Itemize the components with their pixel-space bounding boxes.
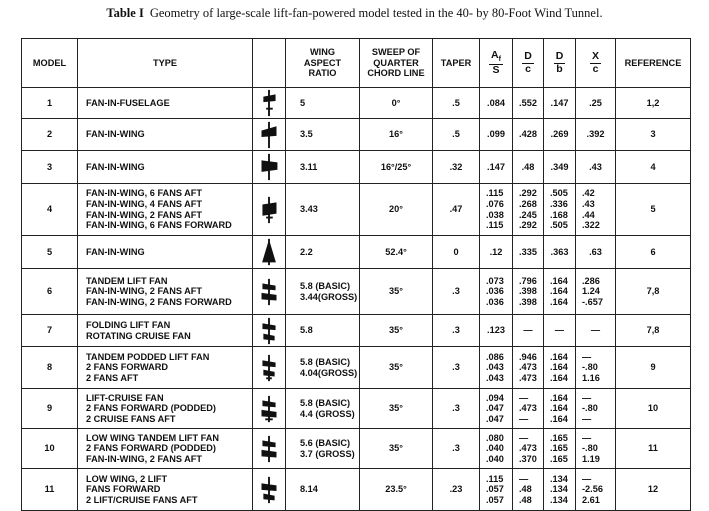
dc-value: .335 — [519, 246, 537, 257]
dc-value: .473 — [519, 403, 537, 414]
af-value: .115 — [486, 188, 504, 199]
db-value: .164 — [550, 372, 568, 383]
cell-type — [78, 269, 253, 315]
cell-type — [78, 347, 253, 389]
db-value: .505 — [550, 220, 568, 231]
table-row — [22, 119, 691, 151]
aircraft-planform-icon — [260, 88, 278, 118]
xc-value: .63 — [589, 246, 602, 257]
cell-db — [544, 184, 576, 236]
type-line: 2 FANS FORWARD (PODDED) — [86, 403, 216, 414]
cell-xc — [576, 151, 616, 184]
type-line: 2 CRUISE FANS AFT — [86, 413, 176, 424]
db-value: .349 — [550, 161, 569, 172]
af-value: .123 — [487, 325, 505, 336]
db-value: .134 — [550, 484, 568, 495]
cell-dc — [513, 184, 544, 236]
dc-value: .946 — [519, 351, 537, 362]
cell-planform-sketch — [253, 429, 286, 469]
cell-taper: .3 — [433, 429, 480, 469]
aircraft-planform-icon — [260, 237, 278, 267]
aircraft-planform-icon — [260, 353, 278, 383]
aircraft-planform-icon — [260, 120, 278, 150]
af-value: .115 — [486, 473, 504, 484]
cell-type — [78, 119, 253, 151]
header-sketch — [253, 39, 286, 88]
xc-value: 2.61 — [582, 494, 600, 505]
table-row — [22, 389, 691, 429]
cell-taper: 0 — [433, 236, 480, 269]
table-row — [22, 469, 691, 511]
header-reference: REFERENCE — [616, 39, 691, 88]
xc-value: — — [582, 432, 592, 443]
table-row — [22, 429, 691, 469]
db-value: .164 — [550, 351, 568, 362]
type-line: LOW WING TANDEM LIFT FAN — [86, 432, 220, 443]
cell-reference: 4 — [616, 151, 691, 184]
db-value: .134 — [550, 494, 568, 505]
xc-value: -.80 — [582, 403, 598, 414]
cell-type — [78, 184, 253, 236]
cell-dc — [513, 119, 544, 151]
table-caption-text: Geometry of large-scale lift-fan-powered model tested in the 40- by 80-Foot Wind Tunnel. — [149, 6, 603, 20]
cell-aspect-ratio — [286, 429, 360, 469]
aspect-line: 5 — [300, 97, 306, 108]
xc-value: .286 — [582, 275, 600, 286]
xc-value: — — [582, 351, 592, 362]
dc-value: .796 — [519, 275, 537, 286]
cell-dc — [513, 429, 544, 469]
cell-af — [480, 151, 513, 184]
cell-taper: .3 — [433, 389, 480, 429]
cell-taper: .32 — [433, 151, 480, 184]
type-line: FAN-IN-WING — [86, 161, 145, 172]
dc-value: .473 — [519, 372, 537, 383]
xc-value: 1.19 — [582, 453, 600, 464]
cell-planform-sketch — [253, 389, 286, 429]
cell-xc — [576, 119, 616, 151]
cell-aspect-ratio — [286, 236, 360, 269]
aspect-line: 3.11 — [300, 161, 318, 172]
xc-value: — — [582, 413, 592, 424]
cell-xc — [576, 389, 616, 429]
cell-model: 7 — [22, 315, 78, 347]
af-value: .094 — [486, 392, 504, 403]
cell-af — [480, 469, 513, 511]
table-caption-label: Table I — [106, 6, 144, 20]
cell-db — [544, 88, 576, 119]
cell-sweep: 16°/25° — [360, 151, 433, 184]
table-row — [22, 269, 691, 315]
header-model: MODEL — [22, 39, 78, 88]
cell-dc — [513, 347, 544, 389]
cell-reference: 3 — [616, 119, 691, 151]
cell-model: 10 — [22, 429, 78, 469]
cell-af — [480, 269, 513, 315]
cell-sweep: 35° — [360, 389, 433, 429]
cell-xc — [576, 315, 616, 347]
xc-value: -.80 — [582, 362, 598, 373]
cell-type — [78, 88, 253, 119]
af-value: .043 — [486, 362, 504, 373]
cell-xc — [576, 184, 616, 236]
cell-sweep: 23.5° — [360, 469, 433, 511]
xc-value: — — [582, 392, 592, 403]
af-value: .036 — [486, 286, 504, 297]
aircraft-planform-icon — [260, 152, 278, 182]
cell-dc — [513, 469, 544, 511]
type-line: FAN-IN-WING, 6 FANS FORWARD — [86, 220, 232, 231]
dc-value: .48 — [521, 161, 535, 172]
header-af-s: $\frac{A_f}{S}$ — [480, 39, 513, 88]
header-taper: TAPER — [433, 39, 480, 88]
type-line: 2 LIFT/CRUISE FANS AFT — [86, 494, 198, 505]
xc-value: .322 — [582, 220, 600, 231]
header-d-c: $\frac{D}{c}$ — [513, 39, 544, 88]
type-line: FAN-IN-WING — [86, 246, 145, 257]
cell-model: 5 — [22, 236, 78, 269]
db-value: .165 — [550, 432, 568, 443]
xc-value: .43 — [582, 198, 595, 209]
aircraft-planform-icon — [260, 195, 278, 225]
aspect-line: 5.8 (BASIC) — [300, 280, 351, 291]
type-line: LOW WING, 2 LIFT — [86, 473, 168, 484]
db-value: .165 — [550, 453, 568, 464]
dc-value: .428 — [519, 129, 537, 140]
cell-db — [544, 119, 576, 151]
cell-reference: 10 — [616, 389, 691, 429]
table-row — [22, 315, 691, 347]
db-value: .164 — [550, 413, 568, 424]
cell-planform-sketch — [253, 269, 286, 315]
cell-reference: 11 — [616, 429, 691, 469]
af-value: .080 — [486, 432, 504, 443]
cell-taper: .5 — [433, 119, 480, 151]
aircraft-planform-icon — [260, 394, 278, 424]
af-value: .038 — [486, 209, 504, 220]
aspect-line: 4.4 (GROSS) — [300, 408, 355, 419]
aircraft-planform-icon — [260, 475, 278, 505]
xc-value: .25 — [589, 97, 602, 108]
dc-value: .398 — [519, 286, 537, 297]
cell-planform-sketch — [253, 315, 286, 347]
table-row — [22, 236, 691, 269]
cell-taper: .3 — [433, 269, 480, 315]
cell-type — [78, 429, 253, 469]
cell-aspect-ratio — [286, 315, 360, 347]
dc-value: .292 — [519, 220, 537, 231]
cell-model: 1 — [22, 88, 78, 119]
header-aspect-ratio: WING ASPECT RATIO — [286, 39, 360, 88]
xc-value: — — [590, 325, 601, 336]
cell-model: 2 — [22, 119, 78, 151]
dc-value: .245 — [519, 209, 537, 220]
aircraft-planform-icon — [260, 277, 278, 307]
cell-sweep: 35° — [360, 269, 433, 315]
cell-db — [544, 347, 576, 389]
cell-model: 6 — [22, 269, 78, 315]
cell-db — [544, 429, 576, 469]
xc-value: .43 — [589, 161, 602, 172]
type-line: 2 FANS FORWARD (PODDED) — [86, 443, 216, 454]
db-value: .164 — [550, 296, 568, 307]
cell-aspect-ratio — [286, 269, 360, 315]
cell-reference: 7,8 — [616, 315, 691, 347]
header-row — [22, 39, 691, 88]
header-d-b: $\frac{D}{b}$ — [544, 39, 576, 88]
cell-aspect-ratio — [286, 469, 360, 511]
cell-db — [544, 389, 576, 429]
af-value: .040 — [486, 453, 504, 464]
cell-xc — [576, 269, 616, 315]
cell-model: 8 — [22, 347, 78, 389]
af-value: .076 — [486, 198, 504, 209]
aspect-line: 3.44(GROSS) — [300, 291, 358, 302]
cell-reference: 6 — [616, 236, 691, 269]
cell-aspect-ratio — [286, 184, 360, 236]
dc-value: .292 — [519, 188, 537, 199]
aspect-line: 3.43 — [300, 204, 318, 215]
af-value: .073 — [486, 275, 504, 286]
type-line: TANDEM PODDED LIFT FAN — [86, 351, 210, 362]
cell-sweep: 35° — [360, 315, 433, 347]
cell-planform-sketch — [253, 469, 286, 511]
xc-value: 1.16 — [582, 372, 600, 383]
db-value: .164 — [550, 403, 568, 414]
dc-value: .370 — [519, 453, 537, 464]
cell-xc — [576, 347, 616, 389]
type-line: FAN-IN-WING, 2 FANS AFT — [86, 209, 203, 220]
type-line: FAN-IN-WING, 2 FANS AFT — [86, 453, 203, 464]
aspect-line: 5.8 (BASIC) — [300, 397, 351, 408]
cell-taper: .3 — [433, 315, 480, 347]
type-line: FAN-IN-WING, 4 FANS AFT — [86, 198, 203, 209]
type-line: FAN-IN-FUSELAGE — [86, 97, 170, 108]
dc-value: — — [519, 432, 529, 443]
aspect-line: 3.5 — [300, 129, 313, 140]
type-line: FAN-IN-WING, 6 FANS AFT — [86, 188, 203, 199]
dc-value: — — [519, 473, 529, 484]
cell-reference: 1,2 — [616, 88, 691, 119]
type-line: TANDEM LIFT FAN — [86, 275, 168, 286]
db-value: .164 — [550, 275, 568, 286]
xc-value: .392 — [586, 129, 605, 140]
cell-xc — [576, 88, 616, 119]
af-value: .086 — [486, 351, 504, 362]
aspect-line: 5.6 (BASIC) — [300, 437, 351, 448]
db-value: .147 — [550, 97, 569, 108]
cell-model: 3 — [22, 151, 78, 184]
dc-value: .48 — [519, 494, 532, 505]
cell-reference: 9 — [616, 347, 691, 389]
cell-sweep: 52.4° — [360, 236, 433, 269]
cell-dc — [513, 389, 544, 429]
db-value: .168 — [550, 209, 568, 220]
cell-model: 9 — [22, 389, 78, 429]
cell-sweep: 20° — [360, 184, 433, 236]
db-value: .165 — [550, 443, 568, 454]
type-line: ROTATING CRUISE FAN — [86, 330, 191, 341]
dc-value: — — [519, 392, 529, 403]
cell-af — [480, 315, 513, 347]
db-value: .505 — [550, 188, 568, 199]
db-value: .164 — [550, 362, 568, 373]
af-value: .036 — [486, 296, 504, 307]
cell-xc — [576, 236, 616, 269]
cell-db — [544, 469, 576, 511]
af-value: .057 — [486, 494, 504, 505]
cell-reference: 7,8 — [616, 269, 691, 315]
dc-value: .473 — [519, 362, 537, 373]
cell-planform-sketch — [253, 119, 286, 151]
aspect-line: 5.8 — [300, 325, 313, 336]
af-value: .047 — [486, 403, 504, 414]
dc-value: .473 — [519, 443, 537, 454]
aspect-line: 8.14 — [300, 484, 318, 495]
db-value: .269 — [550, 129, 569, 140]
table-body — [22, 88, 691, 511]
type-line: LIFT-CRUISE FAN — [86, 392, 164, 403]
af-value: .12 — [489, 246, 503, 257]
cell-db — [544, 269, 576, 315]
cell-sweep: 16° — [360, 119, 433, 151]
cell-af — [480, 236, 513, 269]
cell-planform-sketch — [253, 236, 286, 269]
cell-planform-sketch — [253, 151, 286, 184]
af-value: .147 — [487, 161, 505, 172]
table-row — [22, 151, 691, 184]
cell-reference: 5 — [616, 184, 691, 236]
cell-planform-sketch — [253, 184, 286, 236]
db-value: .164 — [550, 392, 568, 403]
cell-model: 11 — [22, 469, 78, 511]
af-value: .057 — [486, 484, 504, 495]
type-line: FANS FORWARD — [86, 484, 161, 495]
cell-aspect-ratio — [286, 347, 360, 389]
aircraft-planform-icon — [260, 316, 278, 346]
db-value: .336 — [550, 198, 568, 209]
type-line: FAN-IN-WING, 2 FANS FORWARD — [86, 296, 232, 307]
db-value: — — [554, 325, 565, 336]
cell-af — [480, 184, 513, 236]
cell-dc — [513, 269, 544, 315]
cell-dc — [513, 151, 544, 184]
dc-value: — — [523, 325, 533, 336]
cell-sweep: 0° — [360, 88, 433, 119]
header-sweep: SWEEP OF QUARTER CHORD LINE — [360, 39, 433, 88]
type-line: 2 FANS FORWARD — [86, 362, 169, 373]
cell-dc — [513, 315, 544, 347]
cell-af — [480, 119, 513, 151]
geometry-table — [21, 38, 691, 511]
cell-sweep: 35° — [360, 347, 433, 389]
cell-af — [480, 88, 513, 119]
aspect-line: 2.2 — [300, 246, 313, 257]
af-value: .040 — [486, 443, 504, 454]
xc-value: — — [582, 473, 592, 484]
type-line: 2 FANS AFT — [86, 372, 139, 383]
xc-value: -.657 — [582, 296, 603, 307]
header-x-c: $\frac{X}{c}$ — [576, 39, 616, 88]
xc-value: 1.24 — [582, 286, 600, 297]
xc-value: .42 — [582, 188, 595, 199]
cell-dc — [513, 236, 544, 269]
cell-db — [544, 315, 576, 347]
table-row — [22, 347, 691, 389]
cell-type — [78, 151, 253, 184]
cell-taper: .23 — [433, 469, 480, 511]
cell-aspect-ratio — [286, 88, 360, 119]
dc-value: — — [519, 413, 529, 424]
cell-planform-sketch — [253, 88, 286, 119]
cell-xc — [576, 469, 616, 511]
cell-aspect-ratio — [286, 389, 360, 429]
cell-type — [78, 236, 253, 269]
aspect-line: 5.8 (BASIC) — [300, 356, 351, 367]
cell-type — [78, 315, 253, 347]
dc-value: .552 — [519, 97, 537, 108]
cell-taper: .47 — [433, 184, 480, 236]
dc-value: .398 — [519, 296, 537, 307]
table-caption — [0, 6, 709, 21]
dc-value: .48 — [519, 484, 532, 495]
dc-value: .268 — [519, 198, 537, 209]
type-line: FOLDING LIFT FAN — [86, 319, 171, 330]
af-value: .047 — [486, 413, 504, 424]
xc-value: -.80 — [582, 443, 598, 454]
cell-xc — [576, 429, 616, 469]
cell-type — [78, 469, 253, 511]
aircraft-planform-icon — [260, 434, 278, 464]
cell-model: 4 — [22, 184, 78, 236]
af-value: .084 — [487, 97, 505, 108]
header-type: TYPE — [78, 39, 253, 88]
aspect-line: 3.7 (GROSS) — [300, 448, 355, 459]
cell-af — [480, 347, 513, 389]
cell-db — [544, 151, 576, 184]
table-row — [22, 184, 691, 236]
db-value: .134 — [550, 473, 568, 484]
table-row — [22, 88, 691, 119]
xc-value: -2.56 — [582, 484, 603, 495]
cell-taper: .3 — [433, 347, 480, 389]
xc-value: .44 — [582, 209, 595, 220]
af-value: .115 — [486, 220, 504, 231]
cell-sweep: 35° — [360, 429, 433, 469]
af-value: .043 — [486, 372, 504, 383]
cell-aspect-ratio — [286, 151, 360, 184]
aspect-line: 4.04(GROSS) — [300, 367, 358, 378]
cell-af — [480, 389, 513, 429]
cell-aspect-ratio — [286, 119, 360, 151]
cell-reference: 12 — [616, 469, 691, 511]
cell-type — [78, 389, 253, 429]
cell-af — [480, 429, 513, 469]
cell-planform-sketch — [253, 347, 286, 389]
cell-taper: .5 — [433, 88, 480, 119]
type-line: FAN-IN-WING, 2 FANS AFT — [86, 286, 203, 297]
cell-db — [544, 236, 576, 269]
af-value: .099 — [487, 129, 505, 140]
db-value: .164 — [550, 286, 568, 297]
cell-dc — [513, 88, 544, 119]
type-line: FAN-IN-WING — [86, 129, 145, 140]
db-value: .363 — [550, 246, 569, 257]
